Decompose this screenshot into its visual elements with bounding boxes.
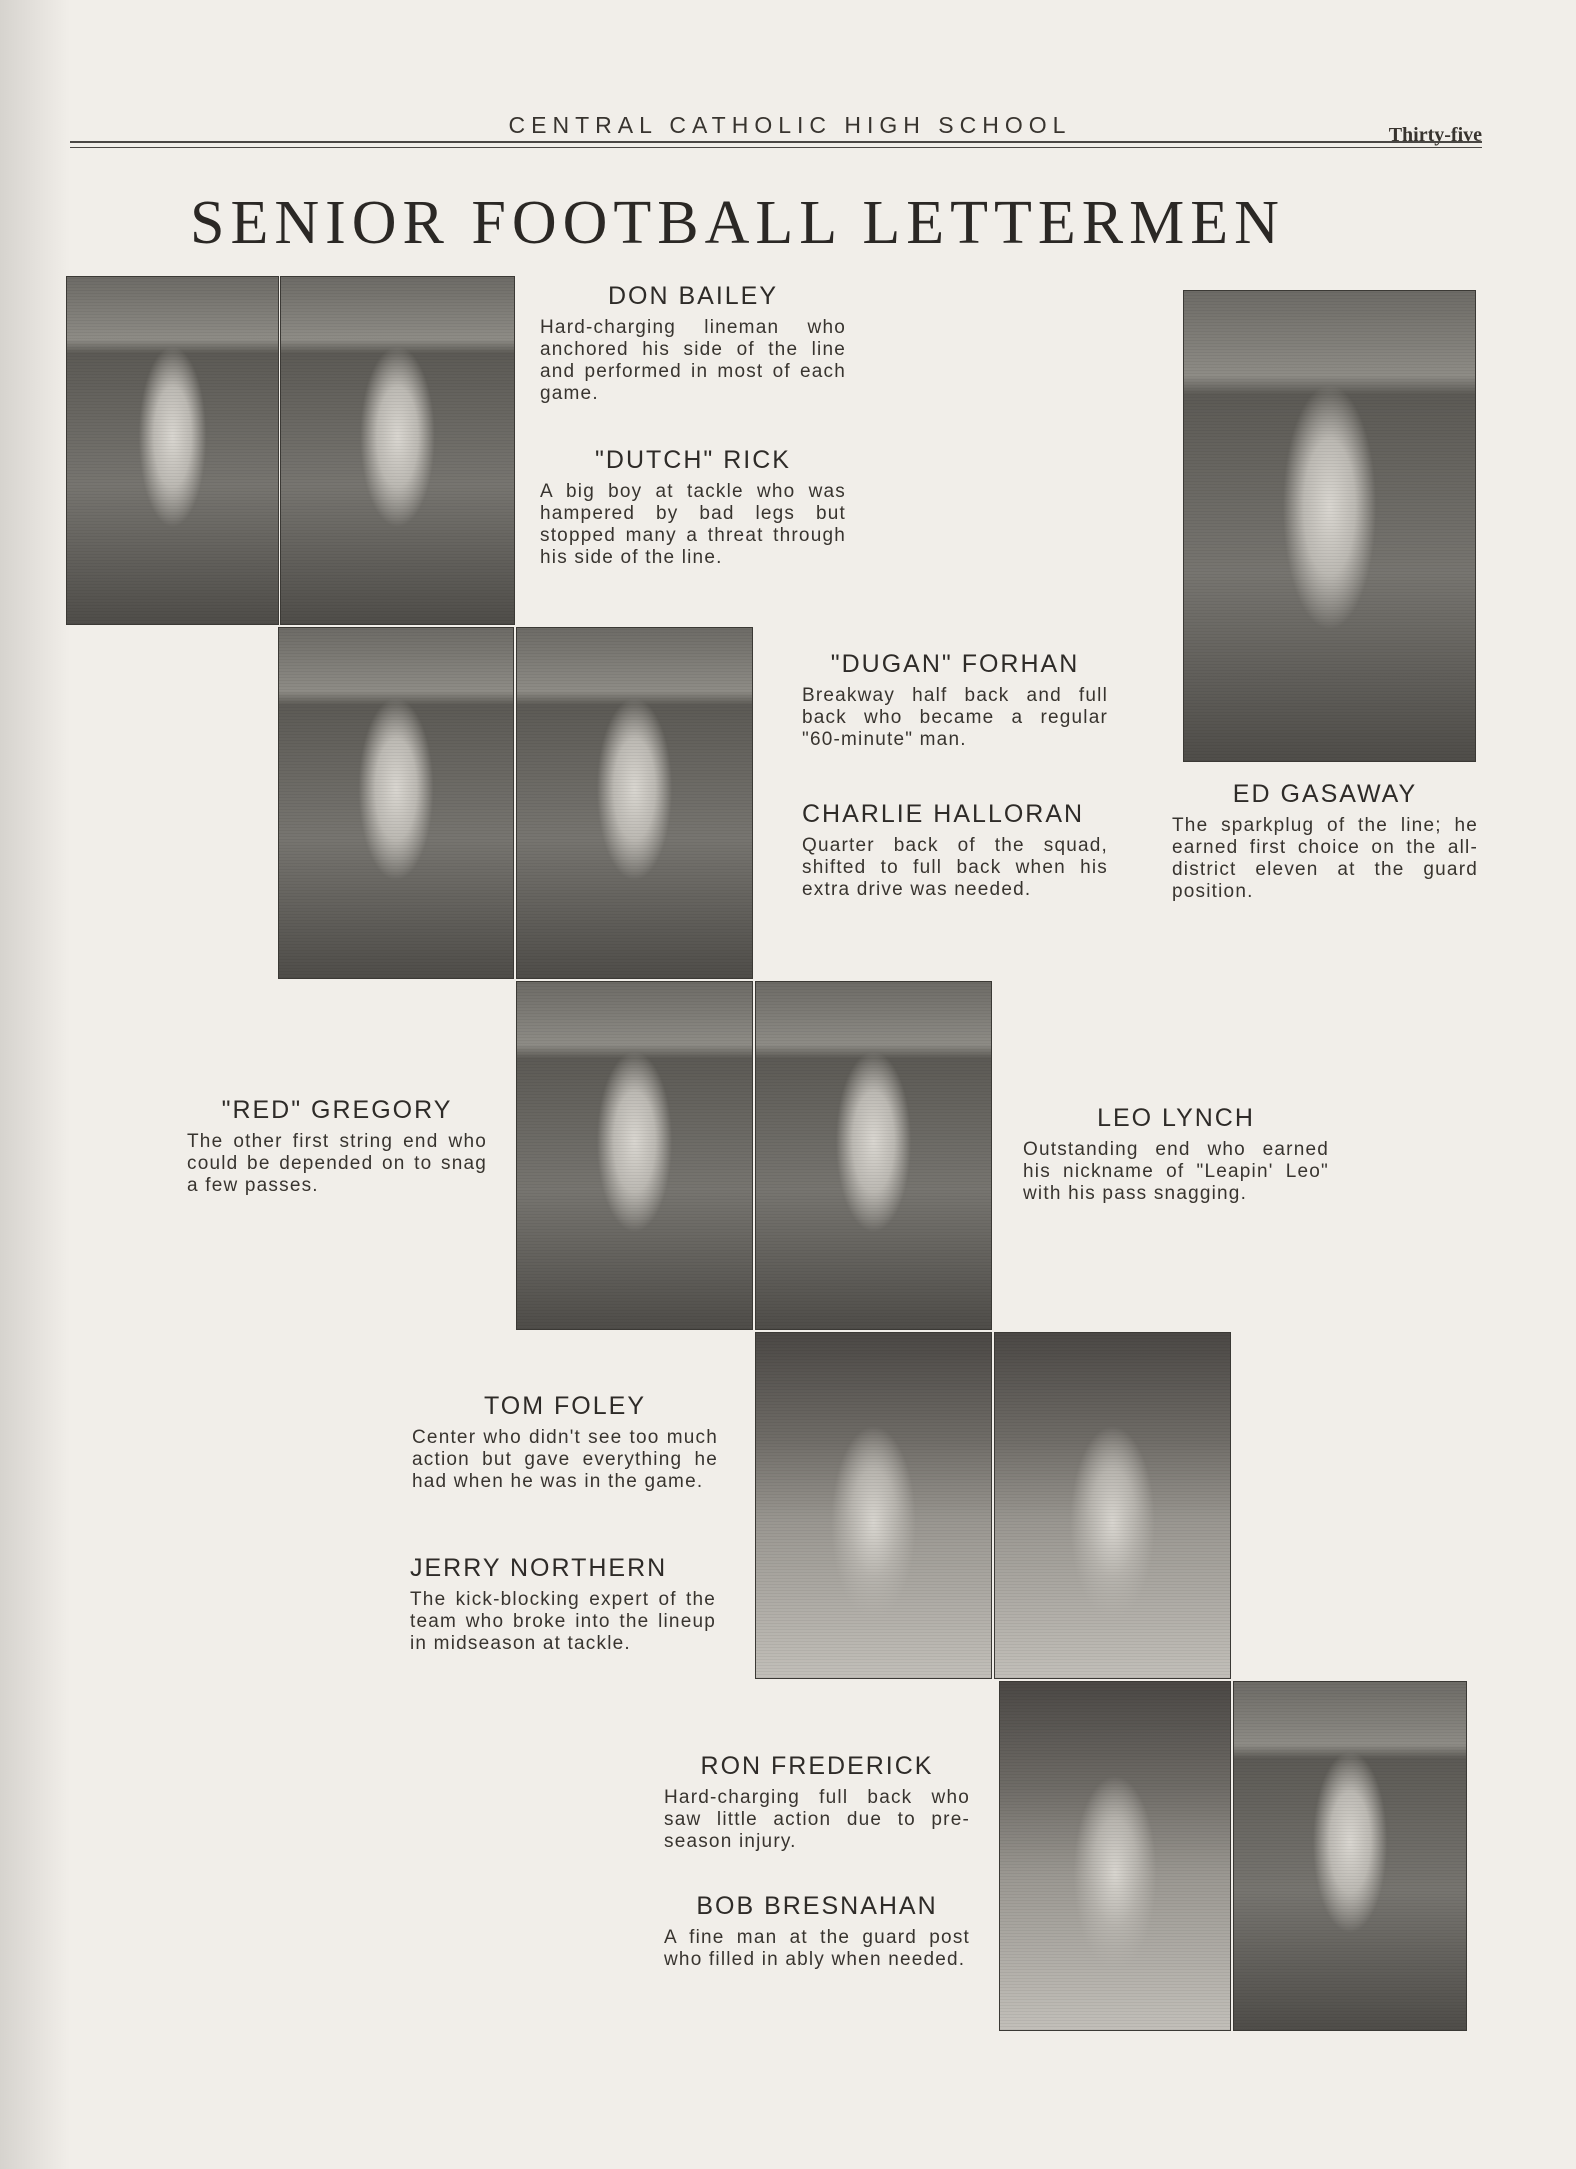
player-name: DON BAILEY [607, 282, 779, 310]
bio-ron-frederick [664, 1752, 970, 1853]
player-name: BOB BRESNAHAN [696, 1892, 938, 1920]
photo-jerry-northern [994, 1332, 1231, 1679]
player-description: Hard-charging full back who saw little action due to pre-season injury. [664, 1787, 970, 1852]
player-description: Hard-charging lineman who anchored his side of the line and performed in most of each game. [540, 317, 846, 404]
photo-dugan-forhan [278, 627, 514, 979]
player-description: A fine man at the guard post who filled in ably when needed. [664, 1927, 970, 1970]
player-description: Breakway half back and full back who became a regular "60-minute" man. [802, 685, 1108, 750]
player-description: The sparkplug of the line; he earned first choice on the all-district eleven at the guard position. [1172, 815, 1478, 902]
player-description: The kick-blocking expert of the team who broke into the lineup in midseason at tackle. [410, 1589, 716, 1654]
photo-ed-gasaway [1183, 290, 1476, 762]
bio-dugan-forhan [802, 650, 1108, 751]
photo-leo-lynch [755, 981, 992, 1330]
player-description: Quarter back of the squad, shifted to full back when his extra drive was needed. [802, 835, 1108, 900]
photo-ron-frederick [999, 1681, 1231, 2031]
photo-bob-bresnahan [1233, 1681, 1467, 2031]
bio-ed-gasaway [1172, 780, 1478, 903]
player-name: TOM FOLEY [483, 1392, 646, 1420]
player-description: A big boy at tackle who was hampered by bad legs but stopped many a threat through his side of the line. [540, 481, 846, 568]
player-name: RON FREDERICK [700, 1752, 934, 1780]
bio-tom-foley [412, 1392, 718, 1493]
page-number: Thirty-five [1388, 124, 1482, 146]
bio-red-gregory [187, 1096, 487, 1197]
player-name: ED GASAWAY [1232, 780, 1418, 808]
player-name: CHARLIE HALLORAN [802, 800, 1085, 828]
bio-bob-bresnahan [664, 1892, 970, 1971]
bio-jerry-northern [410, 1554, 716, 1655]
photo-red-gregory [516, 981, 753, 1330]
running-head: CENTRAL CATHOLIC HIGH SCHOOL [508, 112, 1072, 138]
header-rule-top [70, 141, 1482, 143]
bio-charlie-halloran [802, 800, 1108, 901]
photo-dutch-rick [280, 276, 515, 625]
page-title: SENIOR FOOTBALL LETTERMEN [190, 189, 1285, 257]
player-name: JERRY NORTHERN [410, 1554, 668, 1582]
player-description: Outstanding end who earned his nickname of "Leapin' Leo" with his pass snagging. [1023, 1139, 1329, 1204]
bio-dutch-rick [540, 446, 846, 569]
header-rule-bottom [70, 147, 1482, 148]
player-name: "DUGAN" FORHAN [830, 650, 1080, 678]
photo-don-bailey [66, 276, 279, 625]
player-name: "RED" GREGORY [221, 1096, 453, 1124]
photo-charlie-halloran [516, 627, 753, 979]
photo-tom-foley [755, 1332, 992, 1679]
player-name: LEO LYNCH [1097, 1104, 1255, 1132]
player-name: "DUTCH" RICK [595, 446, 791, 474]
player-description: The other first string end who could be depended on to snag a few passes. [187, 1131, 487, 1196]
bio-leo-lynch [1023, 1104, 1329, 1205]
page-binding-shadow [0, 0, 70, 2169]
bio-don-bailey [540, 282, 846, 405]
player-description: Center who didn't see too much action but gave everything he had when he was in the game. [412, 1427, 718, 1492]
